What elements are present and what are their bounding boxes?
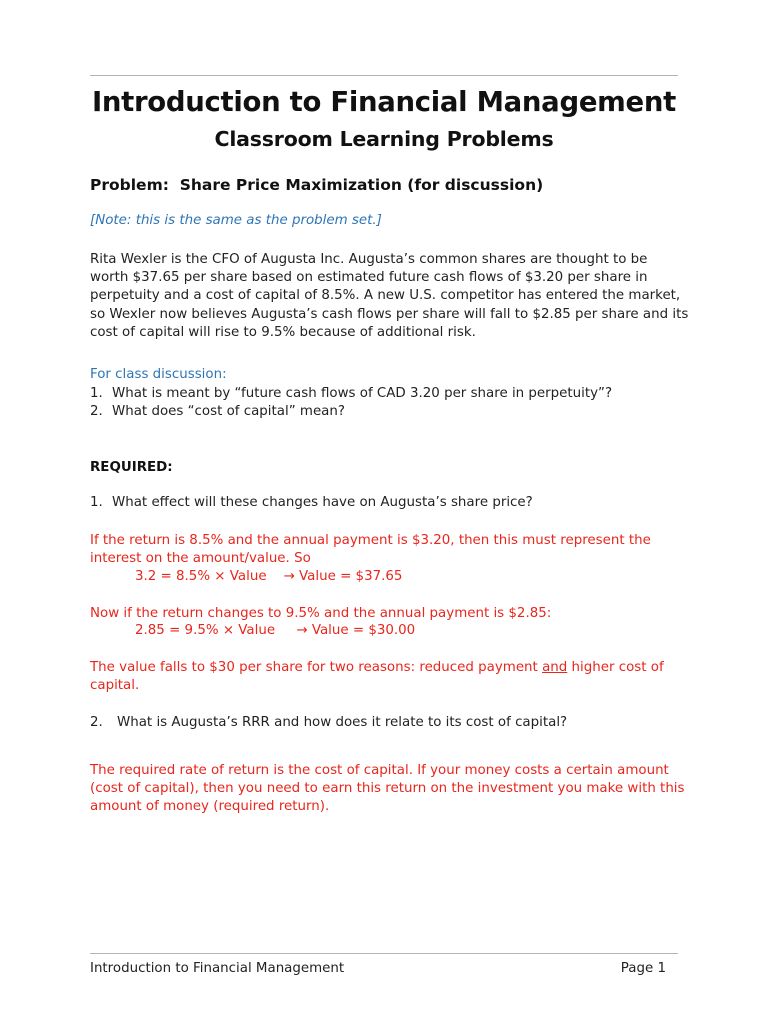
intro-paragraph (90, 251, 690, 342)
answer-line: If the return is 8.5% and the annual payment is $3.20, then this must represent the (90, 533, 651, 548)
page-number: Page 1 (620, 961, 666, 976)
answer-1-conclusion (90, 659, 690, 695)
question-text: What is Augusta’s RRR and how does it relate to its cost of capital? (117, 715, 568, 730)
answer-line: capital. (90, 678, 140, 694)
intro-line: perpetuity and a cost of capital of 8.5%. A new U.S. competitor has entered the market, (90, 288, 681, 304)
list-number: 2. (90, 715, 103, 730)
problem-heading: Problem: Share Price Maximization (for discussion) (90, 176, 544, 194)
equation-2: 2.85 = 9.5% × Value → Value = $30.00 (135, 623, 416, 638)
list-text: What is meant by “future cash flows of CAD 3.20 per share in perpetuity”? (112, 386, 613, 401)
page-title: Introduction to Financial Management (91, 86, 677, 118)
discussion-item (90, 403, 345, 421)
answer-line: (cost of capital), then you need to earn this return on the investment you make with this (90, 781, 685, 797)
discussion-label: For class discussion: (90, 367, 227, 382)
list-number: 1. (90, 495, 103, 510)
page-subtitle: Classroom Learning Problems (214, 127, 554, 151)
intro-line: so Wexler now believes Augusta’s cash flows per share will fall to $2.85 per share and its (90, 306, 689, 322)
question-1 (90, 494, 533, 512)
answer-text: The value falls to $30 per share for two reasons: reduced payment (90, 660, 543, 675)
intro-line: cost of capital will rise to 9.5% because of additional risk. (90, 324, 476, 340)
list-number: 2. (90, 404, 103, 419)
discussion-item (90, 385, 612, 403)
question-text: What effect will these changes have on Augusta’s share price? (112, 495, 533, 510)
answer-1-intro (90, 532, 690, 568)
list-number: 1. (90, 386, 103, 401)
answer-line: amount of money (required return). (90, 799, 330, 815)
intro-line: Rita Wexler is the CFO of Augusta Inc. Augusta’s common shares are thought to be (90, 252, 648, 267)
answer-1-line-2: Now if the return changes to 9.5% and the annual payment is $2.85: (90, 606, 552, 621)
answer-2 (90, 762, 690, 817)
note-text: [Note: this is the same as the problem set.] (90, 213, 382, 228)
footer-title: Introduction to Financial Management (90, 961, 345, 976)
required-heading: REQUIRED: (90, 460, 173, 475)
list-text: What does “cost of capital” mean? (112, 404, 345, 419)
answer-line: The required rate of return is the cost of capital. If your money costs a certain amount (90, 763, 669, 778)
question-2 (90, 714, 567, 732)
intro-line: worth $37.65 per share based on estimated future cash flows of $3.20 per share in (90, 270, 648, 286)
underlined-and: and (542, 660, 568, 675)
footer-rule (90, 953, 678, 954)
answer-line: interest on the amount/value. So (90, 551, 311, 567)
answer-text: higher cost of (567, 660, 664, 675)
equation-1: 3.2 = 8.5% × Value → Value = $37.65 (135, 569, 403, 584)
header-rule (90, 75, 678, 76)
